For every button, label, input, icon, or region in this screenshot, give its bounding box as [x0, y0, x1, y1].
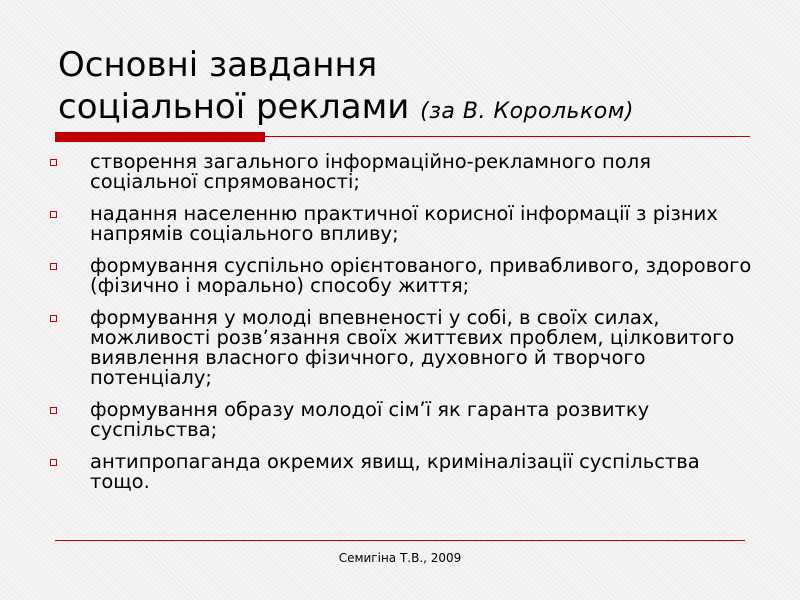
list-item-text: формування суспільно орієнтованого, привабливого, здорового (фізично і морально) способу життя; — [90, 254, 752, 297]
title-line-2: соціальної реклами — [58, 87, 410, 127]
slide-title — [58, 44, 758, 133]
footer-author: Семигіна Т.В., 2009 — [338, 551, 462, 565]
list-item-text: формування у молоді впевненості у собі, в своїх силах, можливості розв’язання своїх життєвих проблем, цілковитого виявлення власного фізичного, духовного й творчого потенціалу; — [90, 306, 735, 389]
list-item — [48, 152, 758, 192]
square-bullet-icon — [50, 407, 57, 414]
square-bullet-icon — [50, 263, 57, 270]
title-subtitle: (за В. Корольком) — [420, 99, 634, 124]
list-item — [48, 452, 758, 492]
title-line-1: Основні завдання — [58, 45, 378, 85]
list-item-text: формування образу молодої сім’ї як гаранта розвитку суспільства; — [90, 398, 650, 441]
title-line-2-wrapper — [58, 86, 758, 133]
list-item — [48, 308, 758, 388]
square-bullet-icon — [50, 315, 57, 322]
footer-divider — [55, 540, 745, 541]
list-item — [48, 204, 758, 244]
list-item-text: створення загального інформаційно-рекламного поля соціальної спрямованості; — [90, 150, 651, 193]
title-accent-bar — [55, 132, 265, 142]
square-bullet-icon — [50, 211, 57, 218]
list-item-text: антипропаганда окремих явищ, криміналізації суспільства тощо. — [90, 450, 700, 493]
list-item — [48, 400, 758, 440]
list-item — [48, 256, 758, 296]
square-bullet-icon — [50, 459, 57, 466]
title-divider — [55, 136, 750, 137]
square-bullet-icon — [50, 159, 57, 166]
list-item-text: надання населенню практичної корисної інформації з різних напрямів соціального впливу; — [90, 202, 718, 245]
task-list — [48, 152, 758, 504]
